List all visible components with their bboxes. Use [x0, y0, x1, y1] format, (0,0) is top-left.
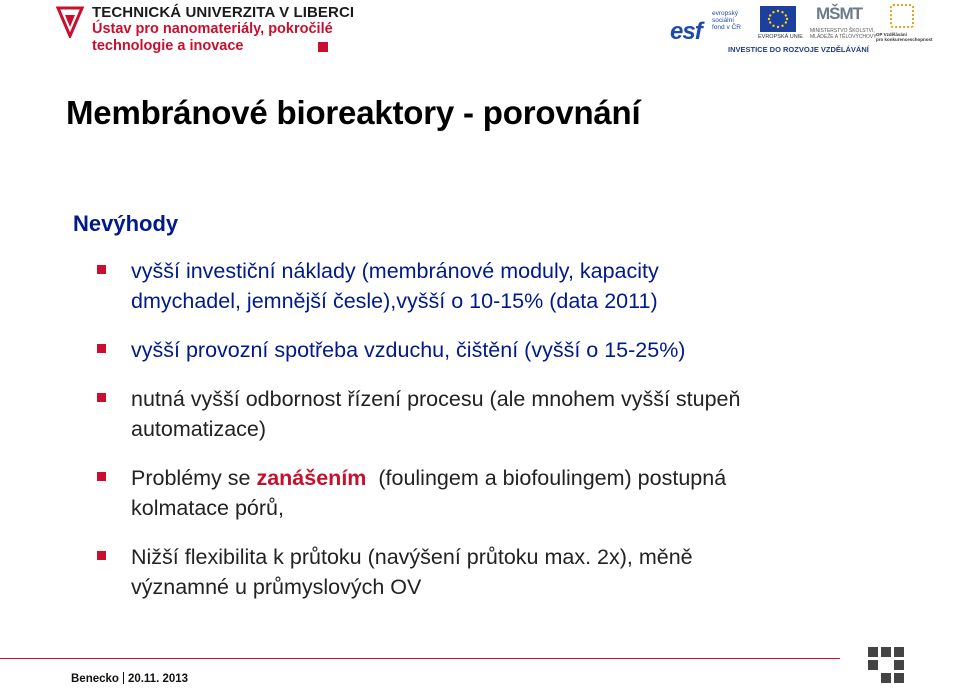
- list-item: [97, 256, 917, 316]
- bullet-square-icon: [97, 551, 106, 560]
- list-item-line: významné u průmyslových OV: [131, 575, 422, 599]
- institute-name-line1: Ústav pro nanomateriály, pokročilé: [92, 21, 333, 37]
- list-item-line: vyšší investiční náklady (membránové moduly, kapacity: [131, 259, 659, 283]
- list-item-suffix: (foulingem a biofoulingem) postupná: [366, 466, 727, 490]
- list-item-line: vyšší provozní spotřeba vzduchu, čištění (vyšší o 15-25%): [131, 338, 686, 362]
- list-item: [97, 542, 917, 602]
- esf-wordmark: esf: [670, 18, 702, 45]
- bullet-square-icon: [97, 265, 106, 274]
- investment-slogan: INVESTICE DO ROZVOJE VZDĚLÁVÁNÍ: [728, 45, 869, 54]
- list-item-line: automatizace): [131, 417, 267, 441]
- highlighted-term: zanášením: [256, 466, 367, 490]
- university-emblem-icon: [56, 6, 84, 38]
- op-logo: [876, 4, 933, 44]
- footer-divider: [0, 658, 840, 659]
- msmt-caption: MINISTERSTVO ŠKOLSTVÍ, MLÁDEŽE A TĚLOVÝCHOVY: [810, 28, 877, 40]
- disadvantages-list: [97, 256, 917, 621]
- op-emblem-icon: [890, 4, 914, 28]
- list-item-line: kolmatace pórů,: [131, 496, 284, 520]
- msmt-logo: [810, 4, 877, 42]
- list-item: [97, 335, 917, 365]
- esf-logo: [668, 6, 748, 44]
- list-item-line: dmychadel, jemnější česle),vyšší o 10-15% (data 2011): [131, 289, 658, 313]
- institute-name-line2: technologie a inovace: [92, 38, 244, 54]
- list-item-line: nutná vyšší odbornost řízení procesu (ale mnohem vyšší stupeň: [131, 387, 741, 411]
- bullet-square-icon: [97, 393, 106, 402]
- bullet-square-icon: [97, 472, 106, 481]
- msmt-wordmark: MŠMT: [816, 4, 863, 23]
- list-item-line: [131, 463, 917, 493]
- list-item-prefix: Problémy se: [131, 466, 257, 490]
- footer-author: Benecko: [71, 673, 119, 685]
- grid-logo-icon: [868, 647, 904, 683]
- op-caption: OP Vzdělávání pro konkurenceschopnost: [876, 32, 933, 42]
- slide-title: Membránové bioreaktory - porovnání: [66, 94, 641, 131]
- university-name: TECHNICKÁ UNIVERZITA V LIBERCI: [92, 4, 355, 21]
- university-logo: [56, 4, 355, 56]
- eu-flag-icon: [760, 6, 796, 32]
- section-heading: Nevýhody: [73, 211, 179, 236]
- list-item: [97, 384, 917, 444]
- eu-caption: EVROPSKÁ UNIE: [758, 34, 803, 40]
- list-item: [97, 463, 917, 523]
- bullet-square-icon: [97, 344, 106, 353]
- esf-caption: evropský sociální fond v ČR: [712, 10, 741, 31]
- list-item-line: Nižší flexibilita k průtoku (navýšení průtoku max. 2x), měně: [131, 545, 693, 569]
- funding-logos: [666, 4, 933, 56]
- red-square-mark: [318, 42, 328, 52]
- footer-separator: [123, 672, 124, 684]
- footer: [71, 672, 188, 685]
- footer-date: 20.11. 2013: [127, 673, 189, 685]
